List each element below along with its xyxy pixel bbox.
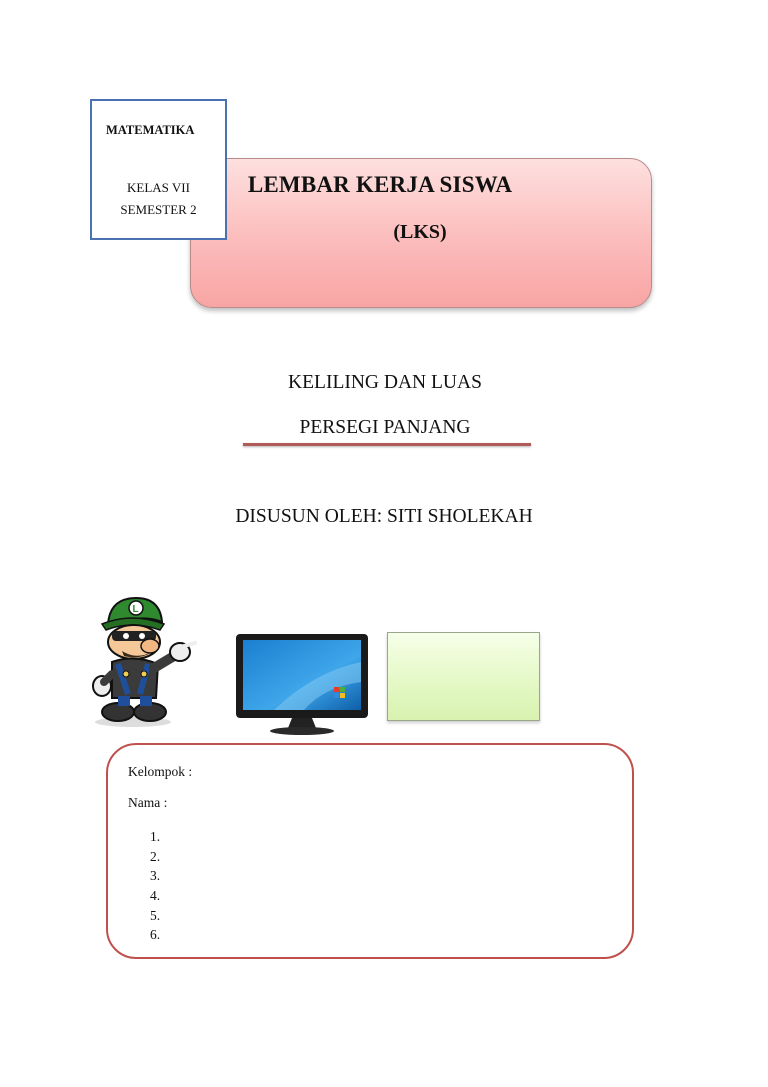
member-number: 6. [150,927,161,943]
class-info-box [90,99,227,240]
member-number: 1. [150,829,161,844]
topic-line-2: PERSEGI PANJANG [299,417,471,438]
author-line: DISUSUN OLEH: SITI SHOLEKAH [235,506,533,527]
name-label: Nama : [128,795,168,810]
member-number: 2. [150,848,161,864]
member-list [150,827,160,945]
member-number: 5. [150,907,161,923]
subject-label: MATEMATIKA [106,123,195,137]
member-number: 4. [150,888,161,904]
group-label: Kelompok : [128,764,193,779]
topic-underline [243,443,531,446]
empty-green-box [387,632,540,721]
mascot-character-icon [88,590,198,730]
topic-line-1: KELILING DAN LUAS [288,372,482,393]
member-number: 3. [150,868,161,884]
class-label: KELAS VII [127,180,190,195]
worksheet-subtitle: (LKS) [393,221,447,243]
group-form-box [106,743,634,959]
svg-text:L: L [132,604,139,615]
worksheet-title: LEMBAR KERJA SISWA [247,172,513,197]
semester-label: SEMESTER 2 [120,202,197,217]
computer-monitor-icon [234,632,370,737]
